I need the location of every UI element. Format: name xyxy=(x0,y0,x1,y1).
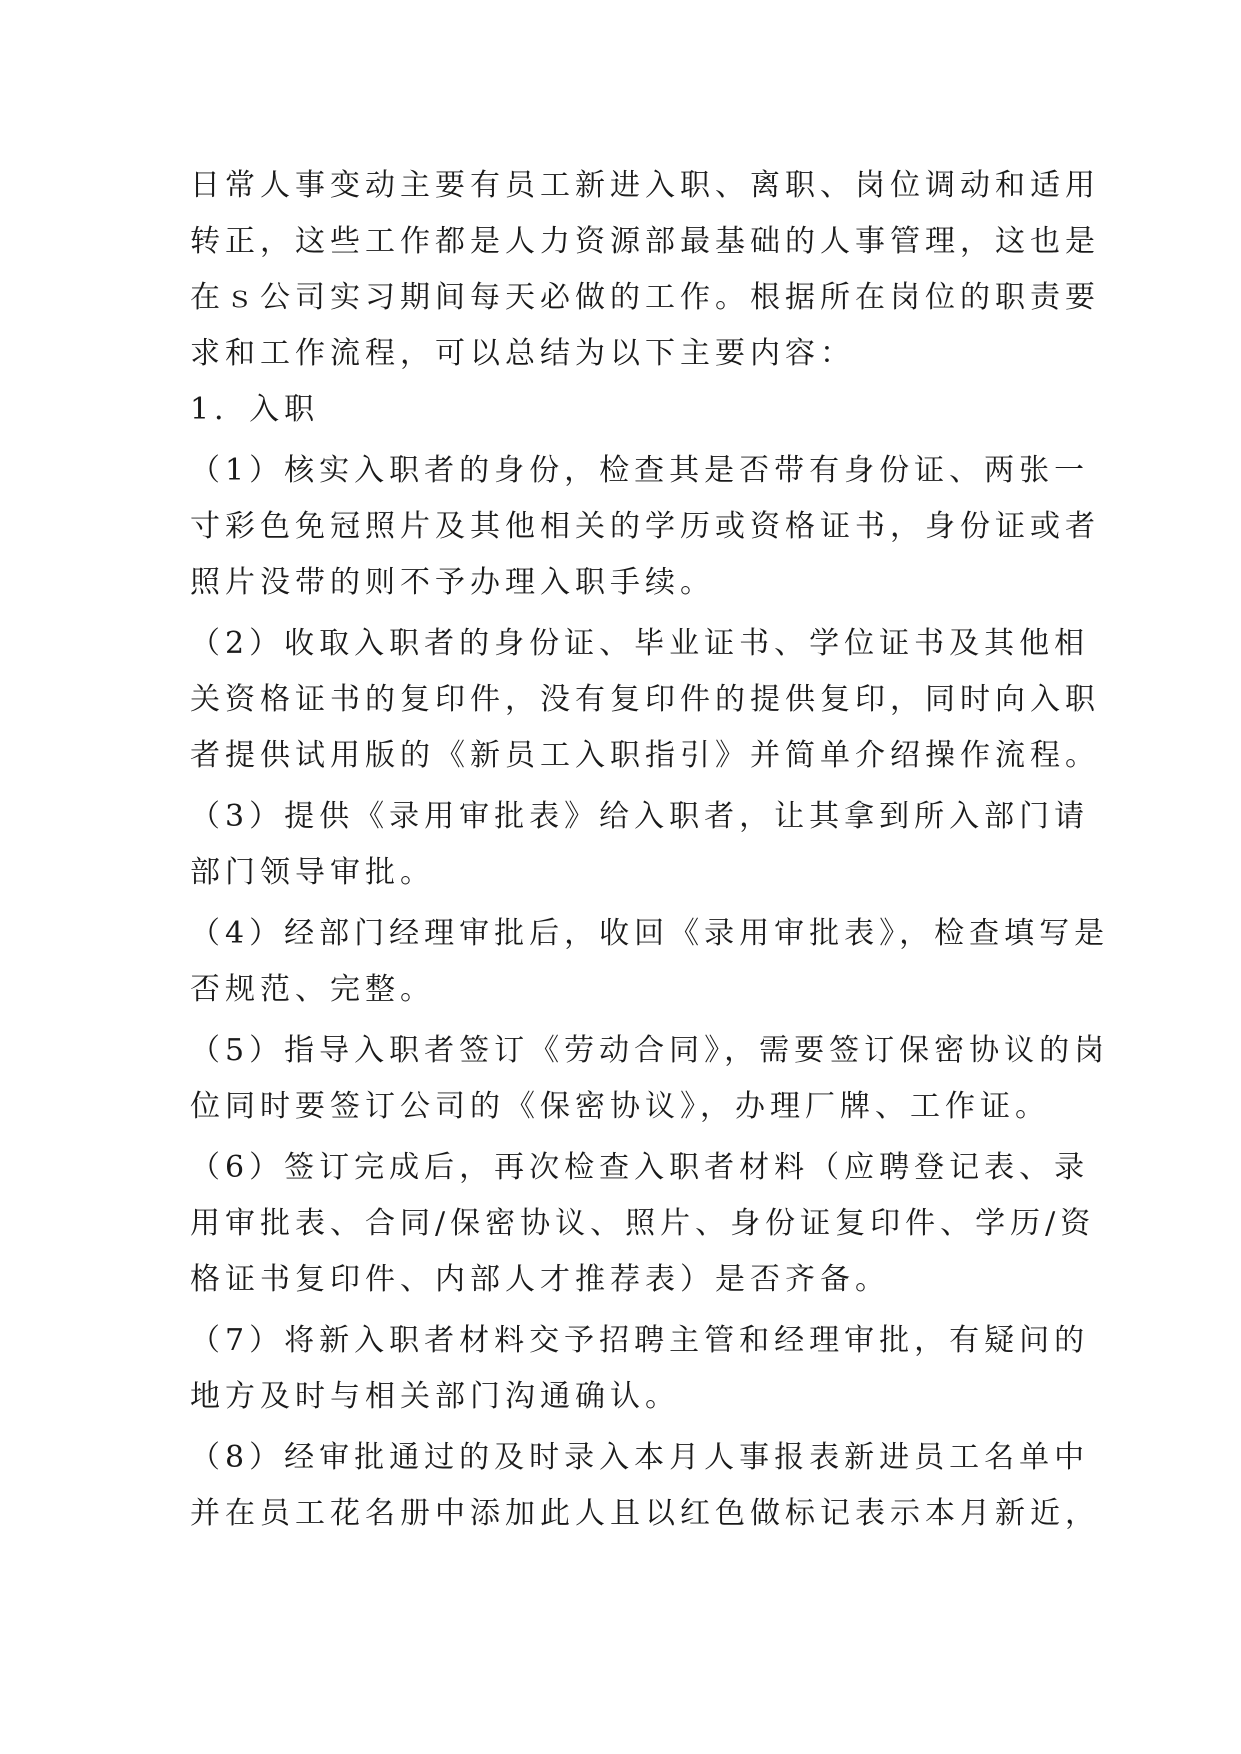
text-line: （3）提供《录用审批表》给入职者，让其拿到所入部门请 xyxy=(190,799,1090,834)
text-line: 格证书复印件、内部人才推荐表）是否齐备。 xyxy=(190,1262,890,1297)
text-line: （8）经审批通过的及时录入本月人事报表新进员工名单中 xyxy=(190,1440,1090,1475)
text-line: 部门领导审批。 xyxy=(190,855,435,890)
text-line: （5）指导入职者签订《劳动合同》，需要签订保密协议的岗 xyxy=(190,1033,1110,1068)
text-line: 位同时要签订公司的《保密协议》，办理厂牌、工作证。 xyxy=(190,1089,1050,1124)
section-heading: 1．入职 xyxy=(190,392,320,427)
text-line: 者提供试用版的《新员工入职指引》并简单介绍操作流程。 xyxy=(190,738,1100,773)
text-line: 否规范、完整。 xyxy=(190,972,435,1007)
text-line: （4）经部门经理审批后，收回《录用审批表》，检查填写是 xyxy=(190,916,1110,951)
text-line: （6）签订完成后，再次检查入职者材料（应聘登记表、录 xyxy=(190,1150,1090,1185)
text-line: 日常人事变动主要有员工新进入职、离职、岗位调动和适用 xyxy=(190,168,1100,203)
text-line: （1）核实入职者的身份，检查其是否带有身份证、两张一 xyxy=(190,453,1090,488)
text-line: 地方及时与相关部门沟通确认。 xyxy=(190,1379,680,1414)
text-line: 照片没带的则不予办理入职手续。 xyxy=(190,565,715,600)
text-line: 用审批表、合同/保密协议、照片、身份证复印件、学历/资 xyxy=(190,1206,1096,1241)
text-line: （2）收取入职者的身份证、毕业证书、学位证书及其他相 xyxy=(190,626,1090,661)
text-line: （7）将新入职者材料交予招聘主管和经理审批，有疑问的 xyxy=(190,1323,1090,1358)
text-line: 转正，这些工作都是人力资源部最基础的人事管理，这也是 xyxy=(190,224,1100,259)
text-line: 寸彩色免冠照片及其他相关的学历或资格证书，身份证或者 xyxy=(190,509,1100,544)
text-line: 关资格证书的复印件，没有复印件的提供复印，同时向入职 xyxy=(190,682,1100,717)
text-line: 在ｓ公司实习期间每天必做的工作。根据所在岗位的职责要 xyxy=(190,280,1100,315)
text-line: 求和工作流程，可以总结为以下主要内容： xyxy=(190,336,855,371)
body-text xyxy=(190,158,1110,1542)
text-line: 并在员工花名册中添加此人且以红色做标记表示本月新近， xyxy=(190,1496,1100,1531)
